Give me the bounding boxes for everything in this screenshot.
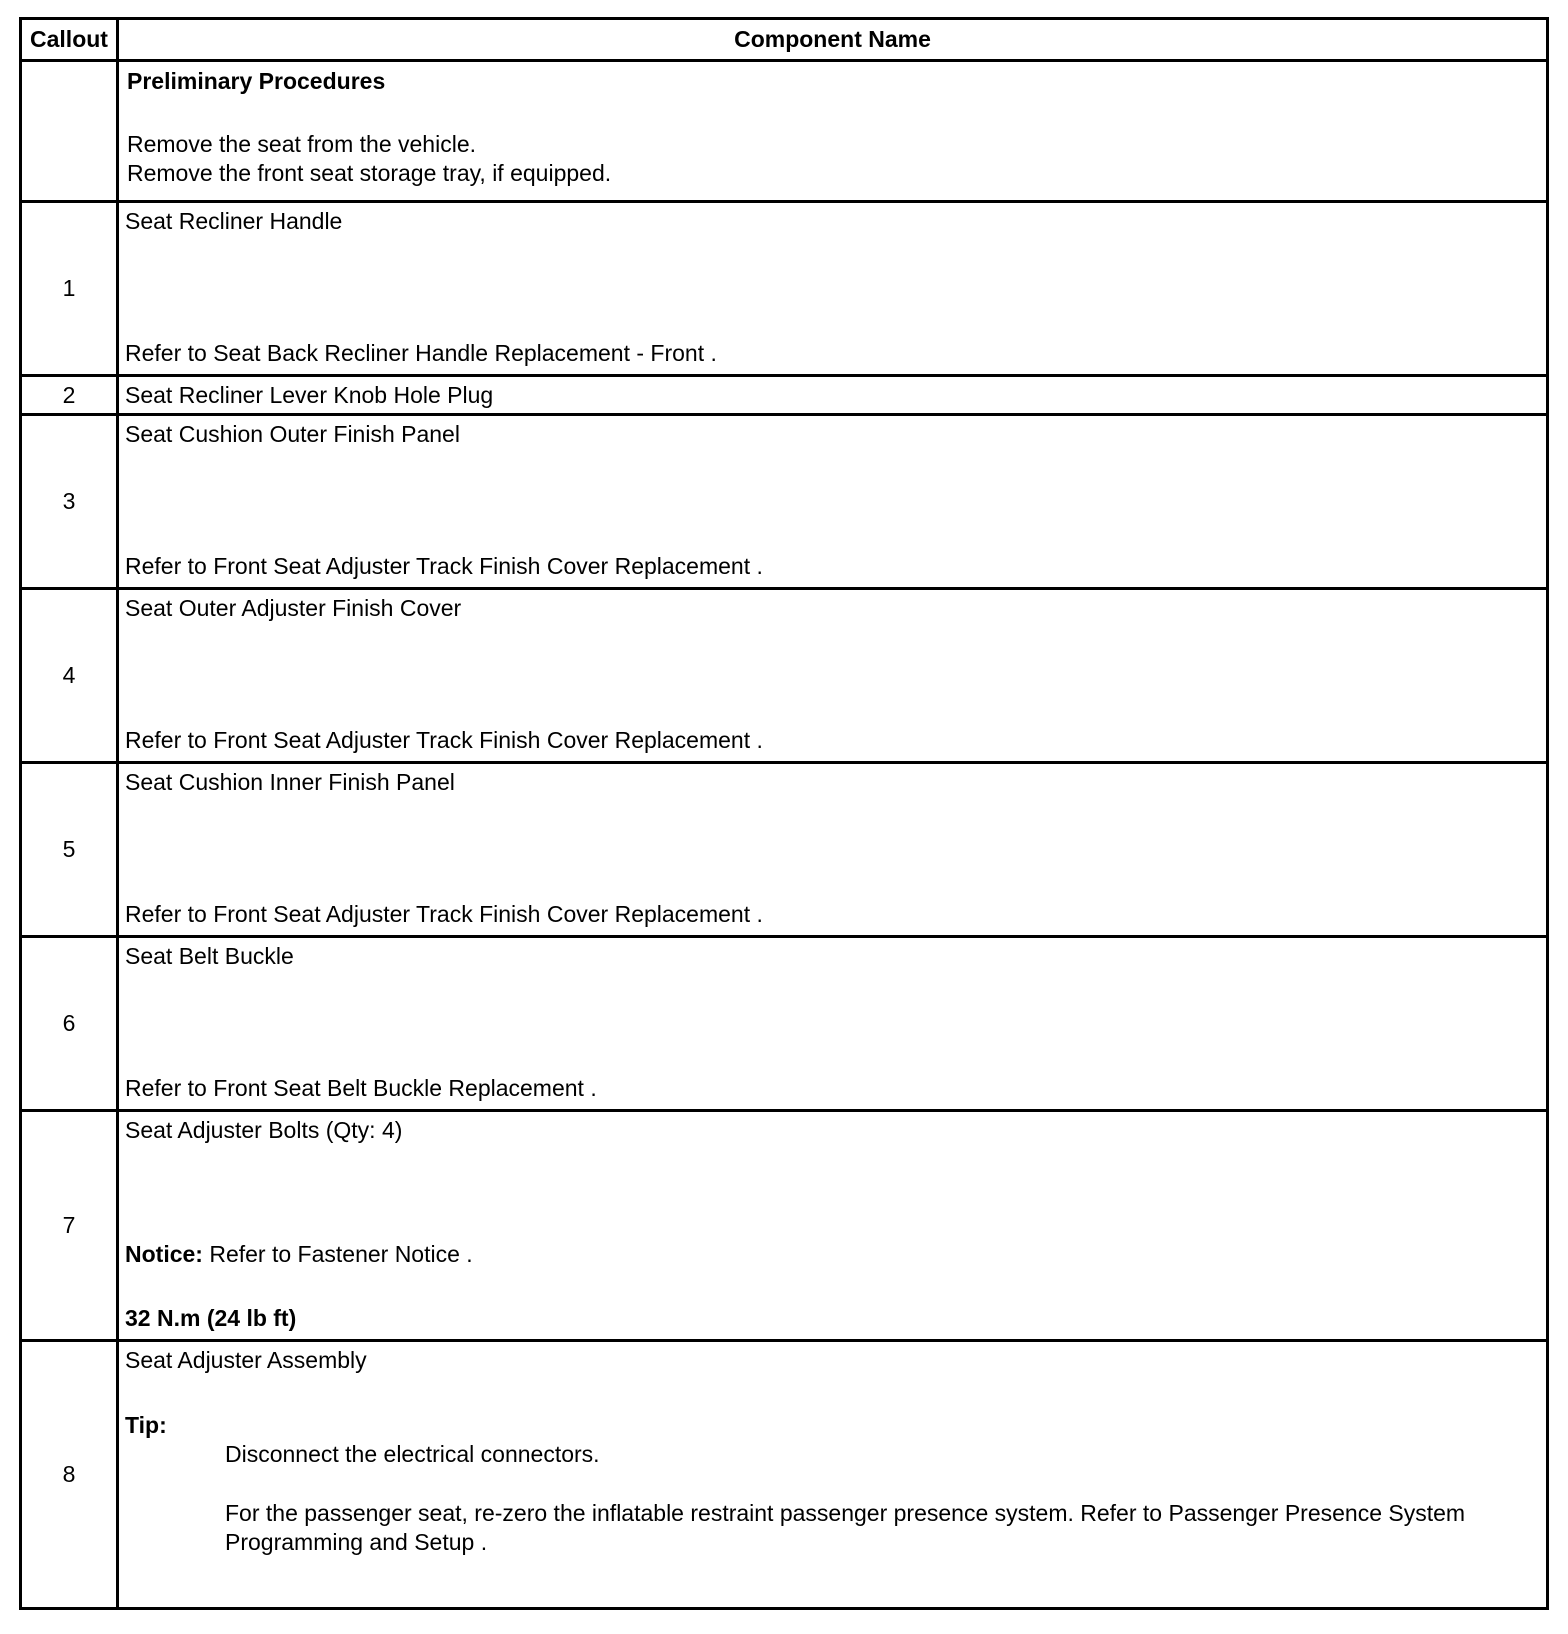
procedure-table bbox=[19, 17, 1549, 1610]
callout-number: 1 bbox=[21, 202, 118, 376]
component-name: Seat Cushion Outer Finish Panel bbox=[125, 421, 460, 447]
component-cell bbox=[118, 1111, 1548, 1341]
tip-item: For the passenger seat, re-zero the inflatable restraint passenger presence system. Refer to Passenger Presence System Programming and Setup . bbox=[225, 1500, 1466, 1555]
component-cell bbox=[118, 1341, 1548, 1609]
callout-number: 5 bbox=[21, 763, 118, 937]
component-name: Seat Outer Adjuster Finish Cover bbox=[125, 595, 462, 621]
component-name: Seat Recliner Handle bbox=[125, 208, 343, 234]
component-cell bbox=[118, 937, 1548, 1111]
component-cell bbox=[118, 376, 1548, 415]
component-name: Seat Adjuster Assembly bbox=[125, 1347, 367, 1373]
notice-label: Notice: bbox=[125, 1241, 203, 1267]
preliminary-row bbox=[21, 61, 1548, 202]
callout-number: 7 bbox=[21, 1111, 118, 1341]
table-row bbox=[21, 415, 1548, 589]
preliminary-step: Remove the front seat storage tray, if equipped. bbox=[127, 160, 612, 186]
notice-text: Refer to Fastener Notice . bbox=[202, 1241, 473, 1267]
table-row bbox=[21, 1341, 1548, 1609]
component-cell bbox=[118, 763, 1548, 937]
notice bbox=[125, 1240, 1506, 1269]
component-name: Seat Belt Buckle bbox=[125, 943, 294, 969]
procedure-reference: Refer to Front Seat Adjuster Track Finish Cover Replacement . bbox=[125, 553, 763, 579]
procedure-reference: Refer to Seat Back Recliner Handle Replacement - Front . bbox=[125, 340, 717, 366]
torque-spec: 32 N.m (24 lb ft) bbox=[125, 1305, 297, 1331]
callout-header: Callout bbox=[21, 19, 118, 61]
preliminary-callout-cell bbox=[21, 61, 118, 202]
table-row bbox=[21, 589, 1548, 763]
table-row bbox=[21, 763, 1548, 937]
tip-label: Tip: bbox=[125, 1412, 167, 1438]
component-cell bbox=[118, 415, 1548, 589]
preliminary-cell bbox=[118, 61, 1548, 202]
tip-item: Disconnect the electrical connectors. bbox=[225, 1441, 600, 1467]
component-name: Seat Adjuster Bolts (Qty: 4) bbox=[125, 1117, 403, 1143]
component-name: Seat Cushion Inner Finish Panel bbox=[125, 769, 455, 795]
procedure-reference: Refer to Front Seat Adjuster Track Finish Cover Replacement . bbox=[125, 727, 763, 753]
callout-number: 4 bbox=[21, 589, 118, 763]
procedure-reference: Refer to Front Seat Belt Buckle Replacement . bbox=[125, 1075, 597, 1101]
component-cell bbox=[118, 202, 1548, 376]
callout-number: 6 bbox=[21, 937, 118, 1111]
preliminary-title: Preliminary Procedures bbox=[127, 68, 386, 94]
table-row bbox=[21, 376, 1548, 415]
callout-number: 3 bbox=[21, 415, 118, 589]
component-name-header: Component Name bbox=[118, 19, 1548, 61]
callout-number: 8 bbox=[21, 1341, 118, 1609]
preliminary-step: Remove the seat from the vehicle. bbox=[127, 131, 476, 157]
component-name: Seat Recliner Lever Knob Hole Plug bbox=[125, 381, 494, 408]
table-row bbox=[21, 202, 1548, 376]
header-row bbox=[21, 19, 1548, 61]
component-cell bbox=[118, 589, 1548, 763]
table-row bbox=[21, 1111, 1548, 1341]
procedure-reference: Refer to Front Seat Adjuster Track Finish Cover Replacement . bbox=[125, 901, 763, 927]
table-row bbox=[21, 937, 1548, 1111]
callout-number: 2 bbox=[21, 376, 118, 415]
